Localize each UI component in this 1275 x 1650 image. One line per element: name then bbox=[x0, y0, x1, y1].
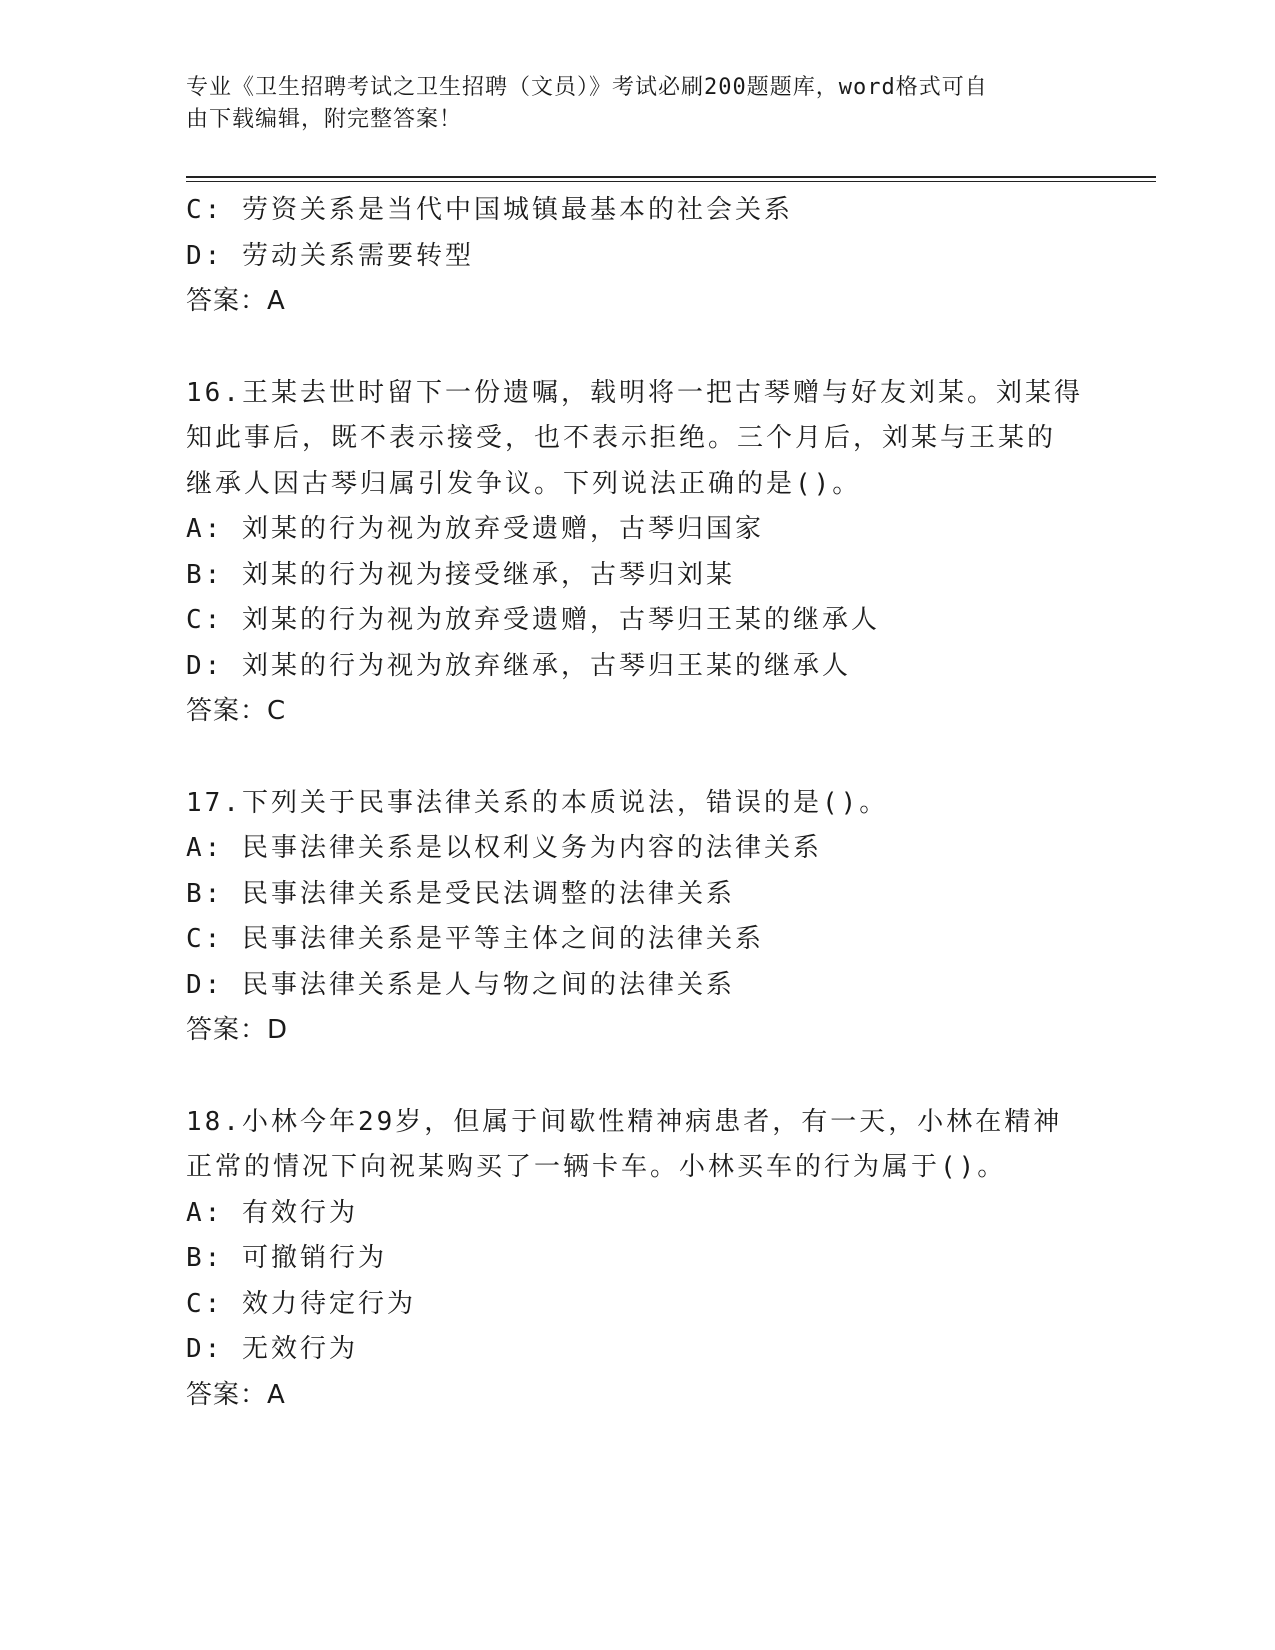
option-c: C: 刘某的行为视为放弃受遗赠，古琴归王某的继承人 bbox=[186, 605, 880, 635]
question-17 bbox=[186, 781, 1086, 1054]
question-stem: 正常的情况下向祝某购买了一辆卡车。小林买车的行为属于()。 bbox=[186, 1152, 1007, 1182]
question-16 bbox=[186, 371, 1086, 735]
question-stem: 继承人因古琴归属引发争议。下列说法正确的是()。 bbox=[186, 468, 862, 499]
answer-line: 答案：C bbox=[186, 696, 287, 726]
header-line-2: 由下载编辑，附完整答案！ bbox=[186, 107, 463, 132]
answer-line: 答案：D bbox=[186, 1015, 289, 1045]
continued-question-block bbox=[186, 188, 1086, 325]
document-header bbox=[186, 72, 1066, 136]
question-stem: 16.王某去世时留下一份遗嘱，载明将一把古琴赠与好友刘某。刘某得 bbox=[186, 377, 1083, 408]
question-content bbox=[186, 188, 1086, 1418]
spacer bbox=[186, 735, 1086, 781]
option-c: C: 民事法律关系是平等主体之间的法律关系 bbox=[186, 924, 764, 954]
question-stem: 17.下列关于民事法律关系的本质说法，错误的是()。 bbox=[186, 787, 889, 818]
question-stem: 知此事后，既不表示接受，也不表示拒绝。三个月后，刘某与王某的 bbox=[186, 423, 1057, 453]
option-d: D: 刘某的行为视为放弃继承，古琴归王某的继承人 bbox=[186, 650, 851, 681]
header-divider bbox=[186, 176, 1156, 182]
option-d: D: 无效行为 bbox=[186, 1334, 358, 1364]
option-b: B: 民事法律关系是受民法调整的法律关系 bbox=[186, 878, 735, 909]
header-line-1: 专业《卫生招聘考试之卫生招聘（文员）》考试必刷200题题库，word格式可自 bbox=[186, 75, 988, 100]
question-stem: 18.小林今年29岁，但属于间歇性精神病患者，有一天，小林在精神 bbox=[186, 1106, 1063, 1137]
option-c: C: 劳资关系是当代中国城镇最基本的社会关系 bbox=[186, 195, 793, 225]
option-c: C: 效力待定行为 bbox=[186, 1288, 416, 1319]
option-b: B: 刘某的行为视为接受继承，古琴归刘某 bbox=[186, 559, 735, 590]
option-a: A: 刘某的行为视为放弃受遗赠，古琴归国家 bbox=[186, 514, 764, 544]
question-18 bbox=[186, 1100, 1086, 1419]
option-a: A: 有效行为 bbox=[186, 1197, 358, 1228]
option-d: D: 劳动关系需要转型 bbox=[186, 240, 474, 271]
spacer bbox=[186, 325, 1086, 371]
option-b: B: 可撤销行为 bbox=[186, 1243, 387, 1273]
answer-line: 答案：A bbox=[186, 1379, 286, 1410]
option-d: D: 民事法律关系是人与物之间的法律关系 bbox=[186, 969, 735, 1000]
option-a: A: 民事法律关系是以权利义务为内容的法律关系 bbox=[186, 833, 822, 863]
spacer bbox=[186, 1054, 1086, 1100]
answer-line: 答案：A bbox=[186, 286, 286, 316]
